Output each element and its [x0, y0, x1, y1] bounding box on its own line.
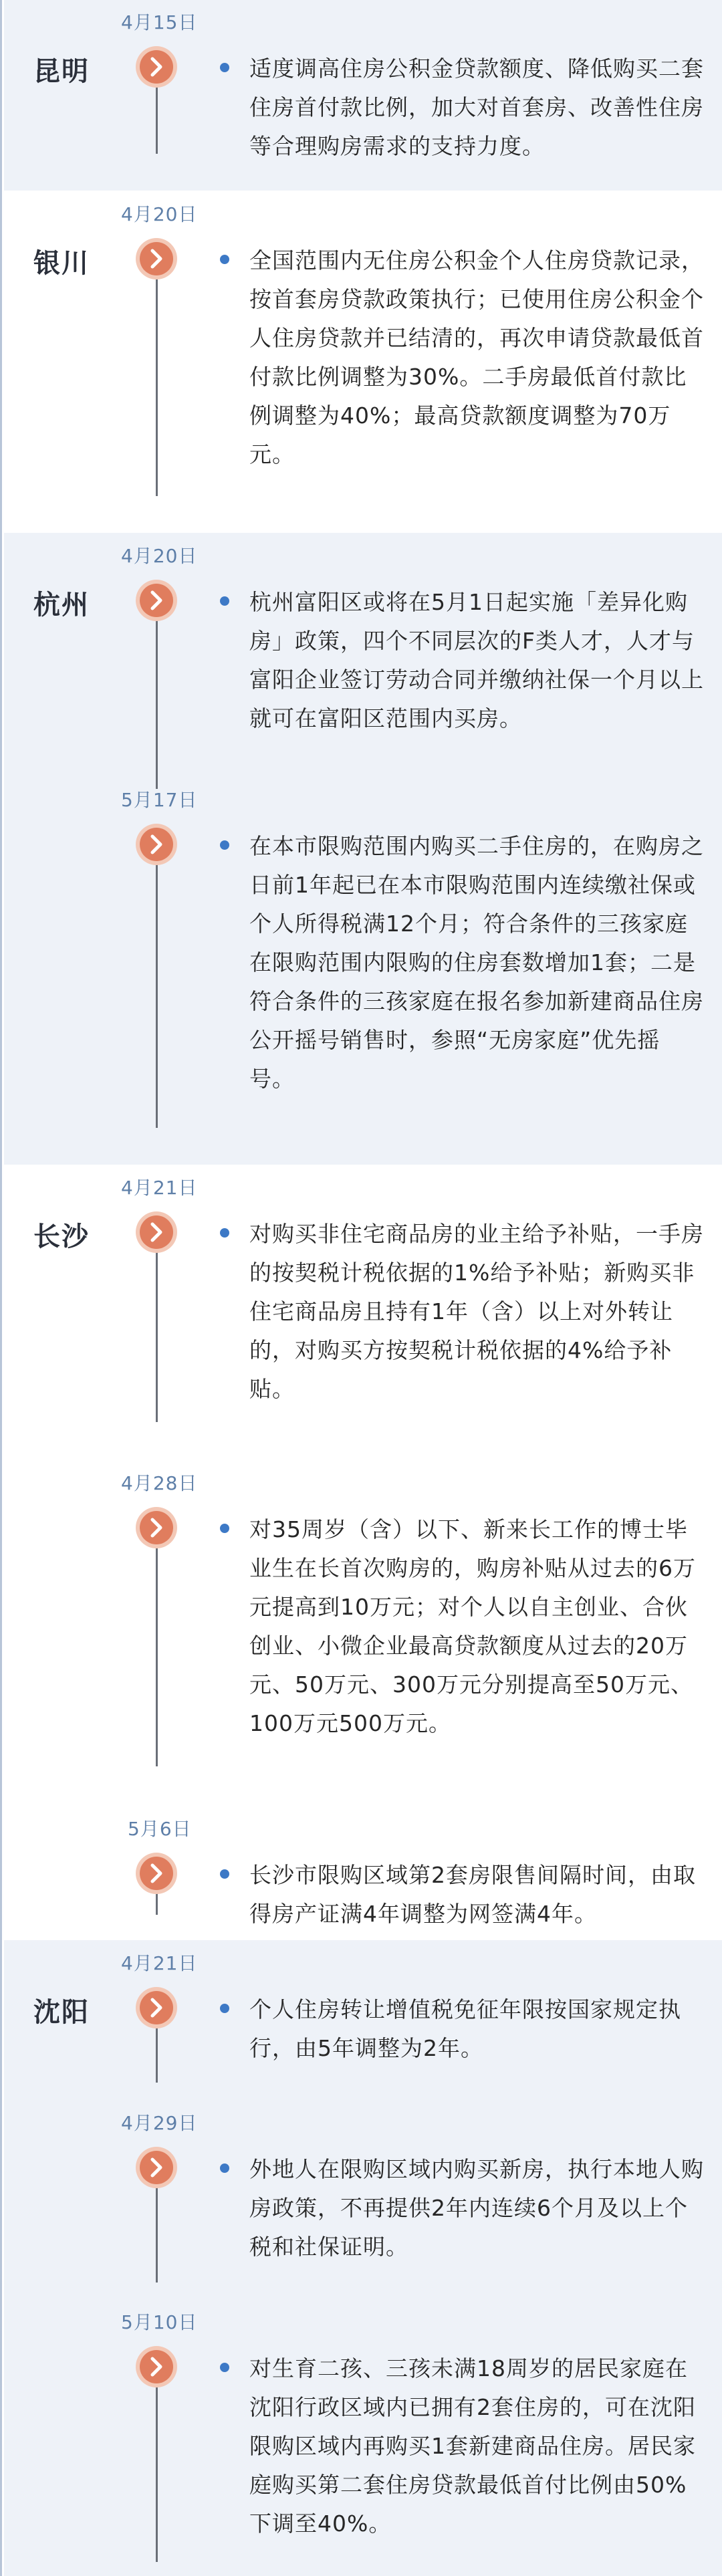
bullet-dot-icon	[220, 1869, 229, 1879]
city-name: 长沙	[33, 1221, 90, 1252]
city-section-shenyang	[4, 1940, 722, 2576]
entry-text: 杭州富阳区或将在5月1日起实施「差异化购房」政策，四个不同层次的F类人才，人才与富阳企业签订劳动合同并缴纳社保一个月以上就可在富阳区范围内买房。	[249, 589, 704, 731]
entry-date: 5月6日	[128, 1818, 192, 1840]
timeline-line	[156, 1529, 158, 1766]
bullet-dot-icon	[220, 63, 229, 72]
chevron-right-icon	[136, 1853, 177, 1894]
chevron-right-icon	[136, 1507, 177, 1548]
city-section-changsha	[4, 1165, 722, 1940]
entry-text: 长沙市限购区域第2套房限售间隔时间，由取得房产证满4年调整为网签满4年。	[249, 1862, 696, 1927]
chevron-right-icon	[136, 580, 177, 621]
bullet-dot-icon	[220, 1524, 229, 1533]
timeline-line	[156, 602, 158, 789]
entry-date: 5月17日	[121, 789, 198, 811]
bullet-dot-icon	[220, 1228, 229, 1238]
bullet-dot-icon	[220, 840, 229, 850]
entry-date: 4月15日	[121, 11, 198, 33]
chevron-right-icon	[136, 1987, 177, 2028]
bullet-dot-icon	[220, 596, 229, 606]
chevron-right-icon	[136, 824, 177, 865]
entry-text: 对生育二孩、三孩未满18周岁的居民家庭在沈阳行政区域内已拥有2套住房的，可在沈阳限购区域内再购买1套新建商品住房。居民家庭购买第二套住房贷款最低首付比例由50%下调至40%。	[249, 2355, 696, 2537]
chevron-right-icon	[136, 46, 177, 88]
bullet-dot-icon	[220, 2004, 229, 2013]
bullet-dot-icon	[220, 2363, 229, 2372]
entry-text: 外地人在限购区域内购买新房，执行本地人购房政策，不再提供2年内连续6个月及以上个税和社保证明。	[249, 2156, 704, 2260]
entry-text: 适度调高住房公积金贷款额度、降低购买二套住房首付款比例，加大对首套房、改善性住房等合理购房需求的支持力度。	[249, 55, 704, 159]
bullet-dot-icon	[220, 2163, 229, 2173]
chevron-right-icon	[136, 1211, 177, 1253]
entry-text: 在本市限购范围内购买二手住房的，在购房之日前1年起已在本市限购范围内连续缴社保或个人所得税满12个月；符合条件的三孩家庭在限购范围内限购的住房套数增加1套；二是符合条件的三孩家庭在报名参加新建商品住房公开摇号销售时，参照“无房家庭”优先摇号。	[249, 833, 704, 1092]
entry-text: 个人住房转让增值税免征年限按国家规定执行，由5年调整为2年。	[249, 1996, 681, 2061]
city-name: 昆明	[33, 56, 90, 87]
entry-text: 对35周岁（含）以下、新来长工作的博士毕业生在长首次购房的，购房补贴从过去的6万元提高到10万元；对个人以自主创业、合伙创业、小微企业最高贷款额度从过去的20万元、50万元、300万元分别提高至50万元、100万元500万元。	[249, 1516, 696, 1736]
entry-date: 4月29日	[121, 2112, 198, 2134]
entry-text: 对购买非住宅商品房的业主给予补贴，一手房的按契税计税依据的1%给予补贴；新购买非住宅商品房且持有1年（含）以上对外转让的，对购买方按契税计税依据的4%给予补贴。	[249, 1221, 704, 1402]
entry-date: 4月20日	[121, 545, 198, 567]
timeline-line	[156, 260, 158, 496]
city-section-hangzhou	[4, 533, 722, 1165]
entry-date: 4月21日	[121, 1177, 198, 1199]
city-section-yinchuan	[4, 191, 722, 533]
entry-date: 4月21日	[121, 1952, 198, 1974]
entry-text: 全国范围内无住房公积金个人住房贷款记录，按首套房贷款政策执行；已使用住房公积金个人住房贷款并已结清的，再次申请贷款最低首付款比例调整为30%。二手房最低首付款比例调整为40%；最高贷款额度调整为70万元。	[249, 247, 704, 467]
chevron-right-icon	[136, 2346, 177, 2387]
entry-date: 4月20日	[121, 203, 198, 225]
timeline-line	[156, 846, 158, 1128]
chevron-right-icon	[136, 2147, 177, 2188]
city-section-kunming	[4, 0, 722, 191]
city-name: 银川	[33, 248, 90, 279]
city-name: 沈阳	[33, 1997, 90, 2028]
entry-date: 5月10日	[121, 2311, 198, 2333]
chevron-right-icon	[136, 238, 177, 279]
timeline-line	[156, 2368, 158, 2562]
bullet-dot-icon	[220, 255, 229, 264]
city-name: 杭州	[33, 590, 90, 620]
entry-date: 4月28日	[121, 1472, 198, 1494]
timeline-line	[156, 1234, 158, 1422]
